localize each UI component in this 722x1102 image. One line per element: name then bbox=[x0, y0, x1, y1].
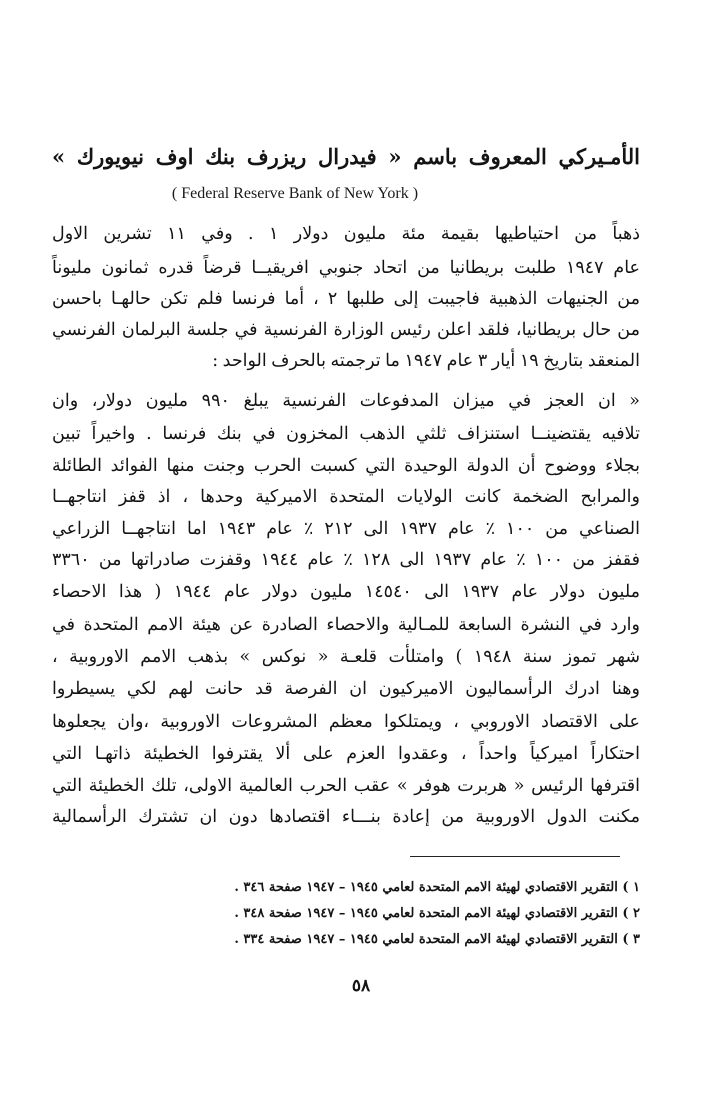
text-line: مليون دولار عام ١٩٣٧ الى ١٤٥٤٠ مليون دولار عام ١٩٤٤ ( هذا الاحصاء bbox=[52, 582, 640, 602]
footnote-3: ٣ ) التقرير الاقتصادي لهيئة الامم المتحدة لعامي ١٩٤٥ – ١٩٤٧ صفحة ٣٣٤ . bbox=[234, 932, 640, 947]
text-line: تلافيه يقتضينــا استنزاف ثلثي الذهب المخزون في بنك فرنسا . واخيراً تبين bbox=[52, 424, 640, 444]
text-line: من حال بريطانيا، فلقد اعلن رئيس الوزارة الفرنسية في جلسة البرلمان الفرنسي bbox=[52, 320, 640, 340]
text-line: « ان العجز في ميزان المدفوعات الفرنسية يبلغ ٩٩٠ مليون دولار، وان bbox=[52, 391, 640, 411]
text-line: مكنت الدول الاوروبية من إعادة بنـــاء اقتصادها دون ان تشترك الرأسمالية bbox=[52, 807, 640, 827]
footnote-2: ٢ ) التقرير الاقتصادي لهيئة الامم المتحدة لعامي ١٩٤٥ – ١٩٤٧ صفحة ٣٤٨ . bbox=[234, 906, 640, 921]
heading-latin: ( Federal Reserve Bank of New York ) bbox=[171, 185, 419, 202]
text-line: اقترفها الرئيس « هربرت هوفر » عقب الحرب العالمية الاولى، تلك الخطيئة التي bbox=[52, 776, 640, 796]
text-line: بجلاء ووضوح أن الدولة الوحيدة التي كسبت الحرب وجنت منها الفوائد الطائلة bbox=[52, 456, 640, 476]
footnote-divider bbox=[410, 856, 620, 857]
text-line: المنعقد بتاريخ ١٩ أيار ٣ عام ١٩٤٧ ما ترجمته بالحرف الواحد : bbox=[212, 351, 640, 371]
text-line: شهر تموز سنة ١٩٤٨ ) وامتلأت قلعـة « نوكس » بذهب الامم الاوروبية ، bbox=[52, 647, 640, 667]
text-line: والمرابح الضخمة كانت الولايات المتحدة الاميركية وحدها ، اذ قفز انتاجهــا bbox=[52, 487, 640, 507]
text-line: عام ١٩٤٧ طلبت بريطانيا من اتحاد جنوبي افريقيــا قرضاً قدره ثمانون مليوناً bbox=[52, 258, 640, 278]
text-line: الصناعي من ١٠٠ ٪ عام ١٩٣٧ الى ٢١٢ ٪ عام ١٩٤٣ اما انتاجهــا الزراعي bbox=[52, 519, 640, 539]
text-line: من الجنيهات الذهبية فاجيبت إلى طلبها ٢ ، أما فرنسا فلم تكن حالهـا باحسن bbox=[52, 289, 640, 309]
text-line: وارد في النشرة السابعة للمـالية والاحصاء الصادرة عن هيئة الامم المتحدة في bbox=[52, 615, 640, 635]
text-line: فقفز من ١٠٠ ٪ عام ١٩٣٧ الى ١٢٨ ٪ عام ١٩٤٤ وقفزت صادراتها من ٣٣٦٠ bbox=[52, 550, 640, 570]
footnote-1: ١ ) التقرير الاقتصادي لهيئة الامم المتحدة لعامي ١٩٤٥ – ١٩٤٧ صفحة ٣٤٦ . bbox=[234, 880, 640, 895]
text-line: احتكاراً اميركياً واحداً ، وعقدوا العزم على ألا يقترفوا الخطيئة ذاتهـا التي bbox=[52, 744, 640, 764]
text-line: وهنا ادرك الرأسماليون الاميركيون ان الفرصة قد حانت لهم لكي يسيطروا bbox=[52, 679, 640, 699]
text-line: ذهباً من احتياطيها بقيمة مئة مليون دولار ١ . وفي ١١ تشرين الاول bbox=[52, 224, 641, 244]
heading-line: الأمـيركي المعروف باسم « فيدرال ريزرف بنك اوف نيويورك » bbox=[52, 144, 640, 169]
text-line: على الاقتصاد الاوروبي ، ويمتلكوا معظم المشروعات الاوروبية ،وان يجعلوها bbox=[52, 712, 640, 732]
page-number: ٥٨ bbox=[351, 976, 371, 996]
